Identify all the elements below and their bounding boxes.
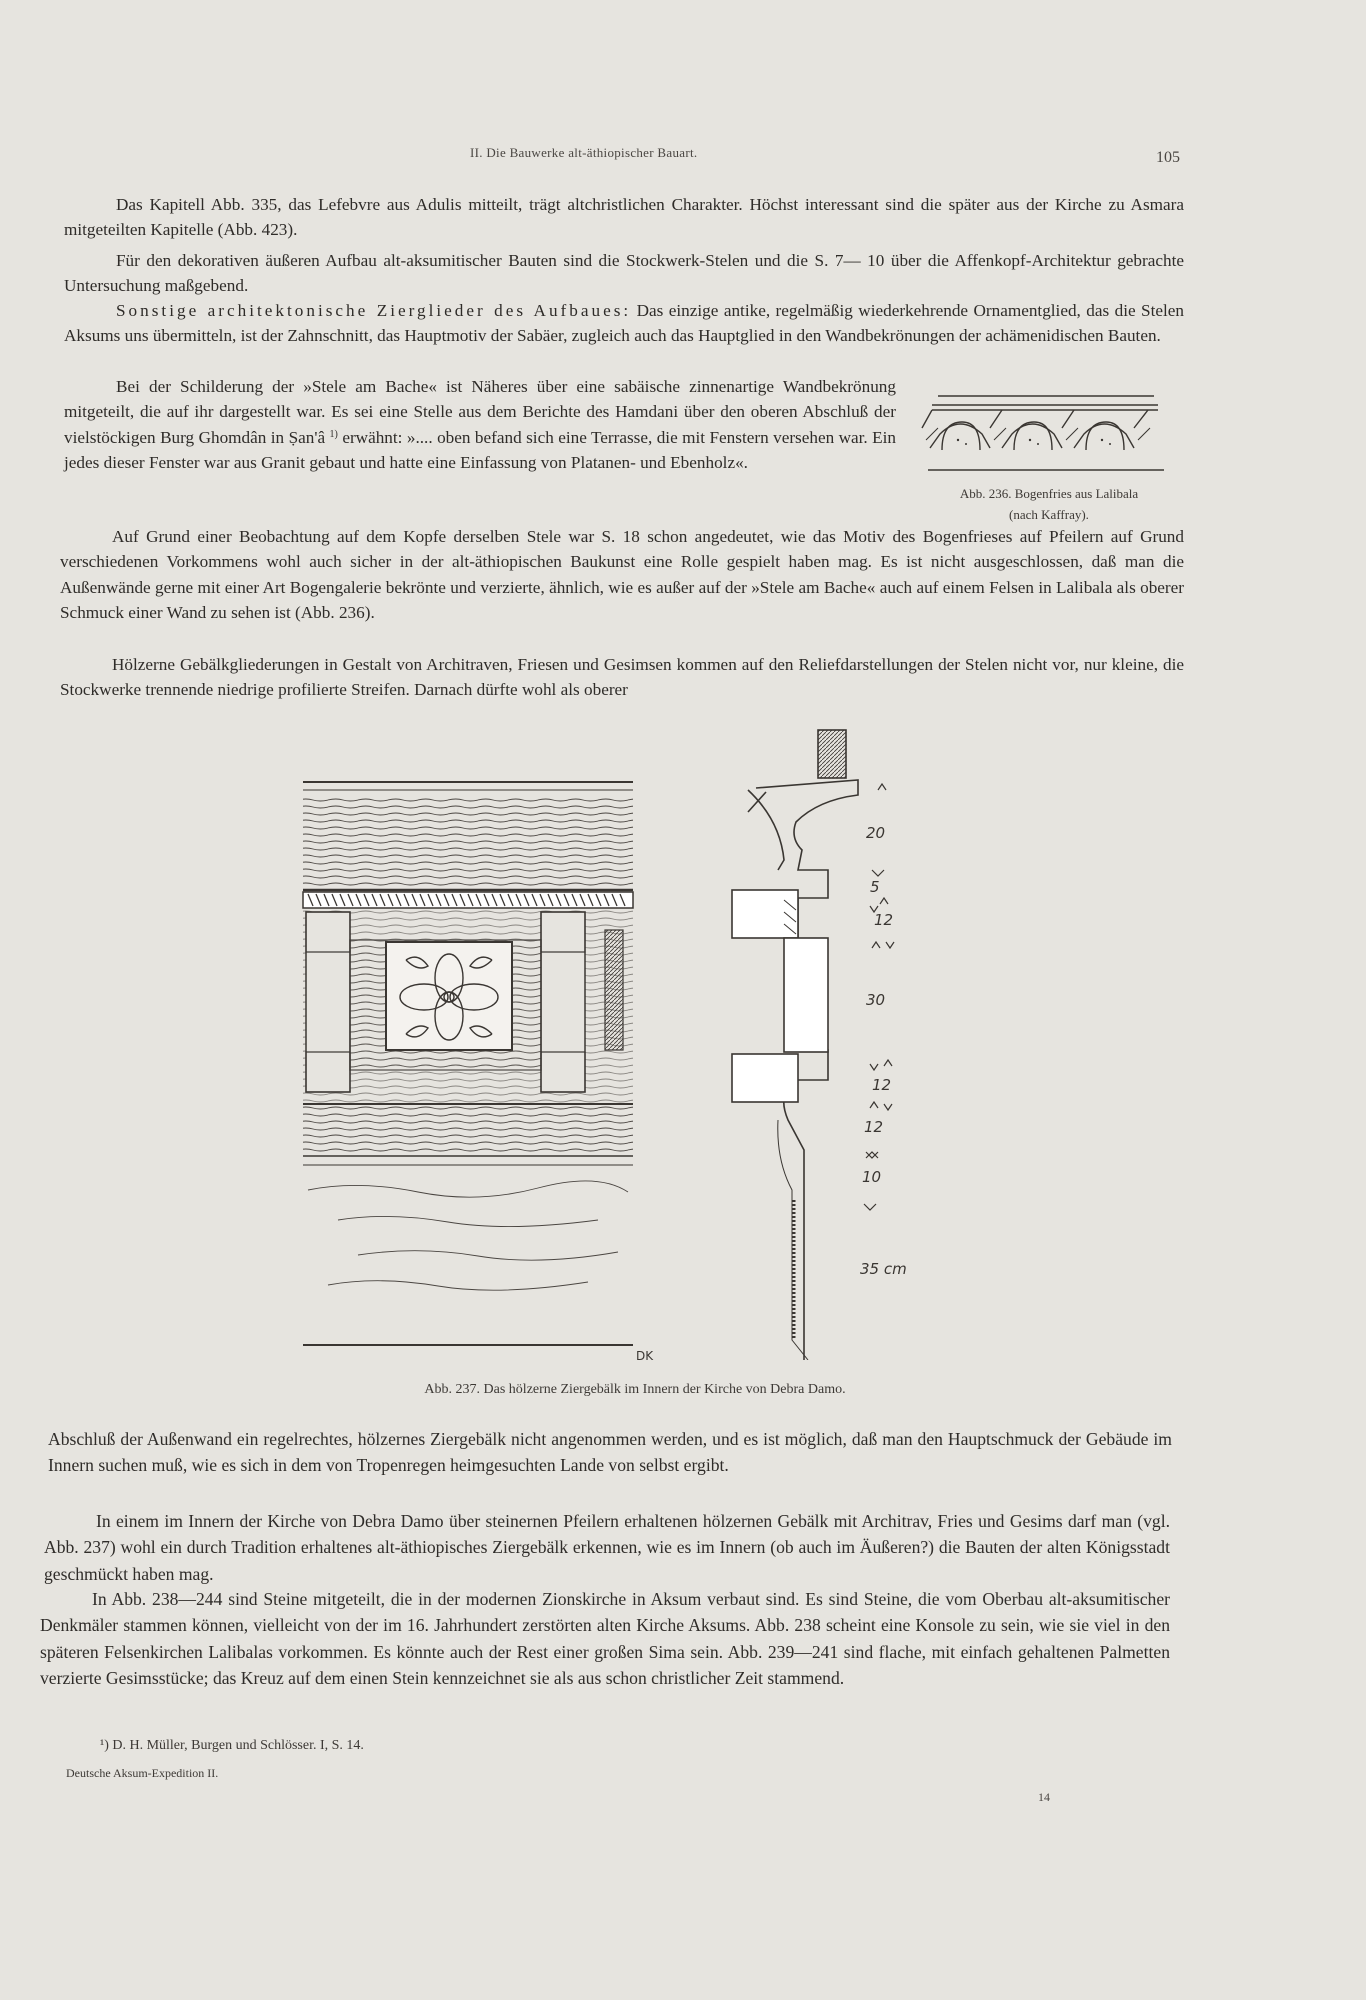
spaced-heading: Sonstige architektonische Zierglieder des Aufbaues: [116,301,632,320]
dim-label: 12 [864,1118,884,1136]
paragraph-gebaelk: Hölzerne Gebälkgliederungen in Gestalt von Architraven, Friesen und Gesimsen kommen auf den Reliefdarstellungen der Stelen nicht vor, nur kleine, die Stockwerke trennende niedrige profilierte Streifen. Darnach dürfte wohl als oberer [60,655,1184,700]
figure-237-caption: Abb. 237. Das hölzerne Ziergebälk im Innern der Kirche von Debra Damo. [424,1382,846,1397]
paragraph-bogenfries: Auf Grund einer Beobachtung auf dem Kopfe derselben Stele war S. 18 schon angedeutet, wie das Motiv des Bogenfrieses auf Pfeilern auf Grund verschiedenen Vorkommens wohl auch sicher in der alt-äthiopischen Baukunst eine Rolle gespielt haben mag. Es ist nicht ausgeschlossen, daß man die Außenwände gerne mit einer Art Bogengalerie bekrönte und verzierte, ähnlich, wie es außer auf der »Stele am Bache« auch auf einem Felsen in Lalibala als oberer Schmuck einer Wand zu sehen ist (Abb. 236). [60,527,1184,623]
printer-signature: Deutsche Aksum-Expedition II. [66,1766,219,1780]
dim-label: 10 [862,1168,882,1186]
sheet-number: 14 [1038,1790,1050,1804]
entablature-elevation [303,782,654,1360]
page-number: 105 [1156,149,1180,166]
paragraph-stele-text: Bei der Schilderung der »Stele am Bache« ist Näheres über eine sabäische zinnenartige Wandbekrönung mitgeteilt, die auf ihr dargestellt war. Es sei eine Stelle aus dem Berichte des Hamdani über den oberen Abschluß der vielstöckigen Burg Ghomdân in Ṣan'â [64,377,896,447]
footnote: ¹) D. H. Müller, Burgen und Schlösser. I, S. 14. [100,1738,364,1753]
figure-236-arched-frieze [918,388,1168,480]
paragraph-abschluss: Abschluß der Außenwand ein regelrechtes, hölzernes Ziergebälk nicht angenommen werden, und es ist möglich, daß man den Hauptschmuck der Gebäude im Innern suchen muß, wie es sich in dem von Tropenregen heimgesuchten Lande von selbst ergibt. [48,1429,1172,1476]
dim-label: 20 [866,824,886,842]
dim-label: 35 cm [860,1260,907,1278]
paragraph-stele-am-bache [64,374,896,476]
paragraph-debra-damo: In einem im Innern der Kirche von Debra Damo über steinernen Pfeilern erhaltenen hölzernen Gebälk mit Architrav, Fries und Gesims darf man (vgl. Abb. 237) wohl ein durch Tradition erhaltenes alt-äthiopisches Ziergebälk erkennen, wie es im Innern (ob auch im Äußeren?) die Bauten der alten Königsstadt geschmückt haben mag. [44,1511,1170,1584]
paragraph-zionskirche: In Abb. 238—244 sind Steine mitgeteilt, die in der modernen Zionskirche in Aksum verbaut sind. Es sind Steine, die vom Oberbau alt-aksumitischer Denkmäler stammen können, vielleicht von der im 16. Jahrhundert zerstörten alten Kirche Aksums. Abb. 238 scheint eine Konsole zu sein, wie sie viel in den späteren Felsenkirchen Lalibalas vorkommen. Es könnte auch der Rest einer großen Sima sein. Abb. 239—241 sind flache, mit einfach gehaltenen Palmetten verzierte Gesimsstücke; das Kreuz auf dem einen Stein kennzeichnet sie als aus schon christlicher Zeit stammend. [40,1589,1170,1689]
figure-237-wooden-entablature [298,720,938,1360]
paragraph-aufbau: Für den dekorativen äußeren Aufbau alt-aksumitischer Bauten sind die Stockwerk-Stelen und die S. 7— 10 über die Affenkopf-Architektur gebrachte Untersuchung maßgebend. [64,251,1184,296]
dim-label: 30 [866,991,886,1009]
figure-236-caption [918,483,1180,525]
figure-236-caption-line2: (nach Kaffray). [1009,507,1089,522]
dim-label: 12 [872,1076,892,1094]
entablature-drawing [298,720,938,1360]
paragraph-zierglieder-text: Das einzige antike, regelmäßig wiederkehrende Ornamentglied, das die Stelen Aksums uns übermitteln, ist der Zahnschnitt, das Hauptmotiv der Sabäer, zugleich auch das Hauptglied in den Wandbekrönungen der achämenidischen Bauten. [64,301,1185,346]
dim-label: 5 [870,878,880,896]
paragraph-stele-quote: erwähnt: ».... oben befand sich eine Terrasse, die mit Fenstern versehen war. Ein jedes dieser Fenster war aus Granit gebaut und hatte eine Einfassung von Platanen- und Ebenholz«. [64,427,897,473]
dim-label: 12 [874,911,894,929]
footnote-marker: 1) [329,428,338,440]
paragraph-kapitell: Das Kapitell Abb. 335, das Lefebvre aus Adulis mitteilt, trägt altchristlichen Charakter. Höchst interessant sind die später aus der Kirche zu Asmara mitgeteilten Kapitelle (Abb. 423). [64,195,1184,240]
figure-236-caption-line1: Abb. 236. Bogenfries aus Lalibala [959,486,1139,501]
running-title: II. Die Bauwerke alt-äthiopischer Bauart. [470,145,698,160]
artist-mark: DK [636,1349,654,1360]
paragraph-zierglieder [64,298,1184,349]
arched-frieze-drawing [918,388,1168,480]
entablature-profile [732,730,858,1360]
